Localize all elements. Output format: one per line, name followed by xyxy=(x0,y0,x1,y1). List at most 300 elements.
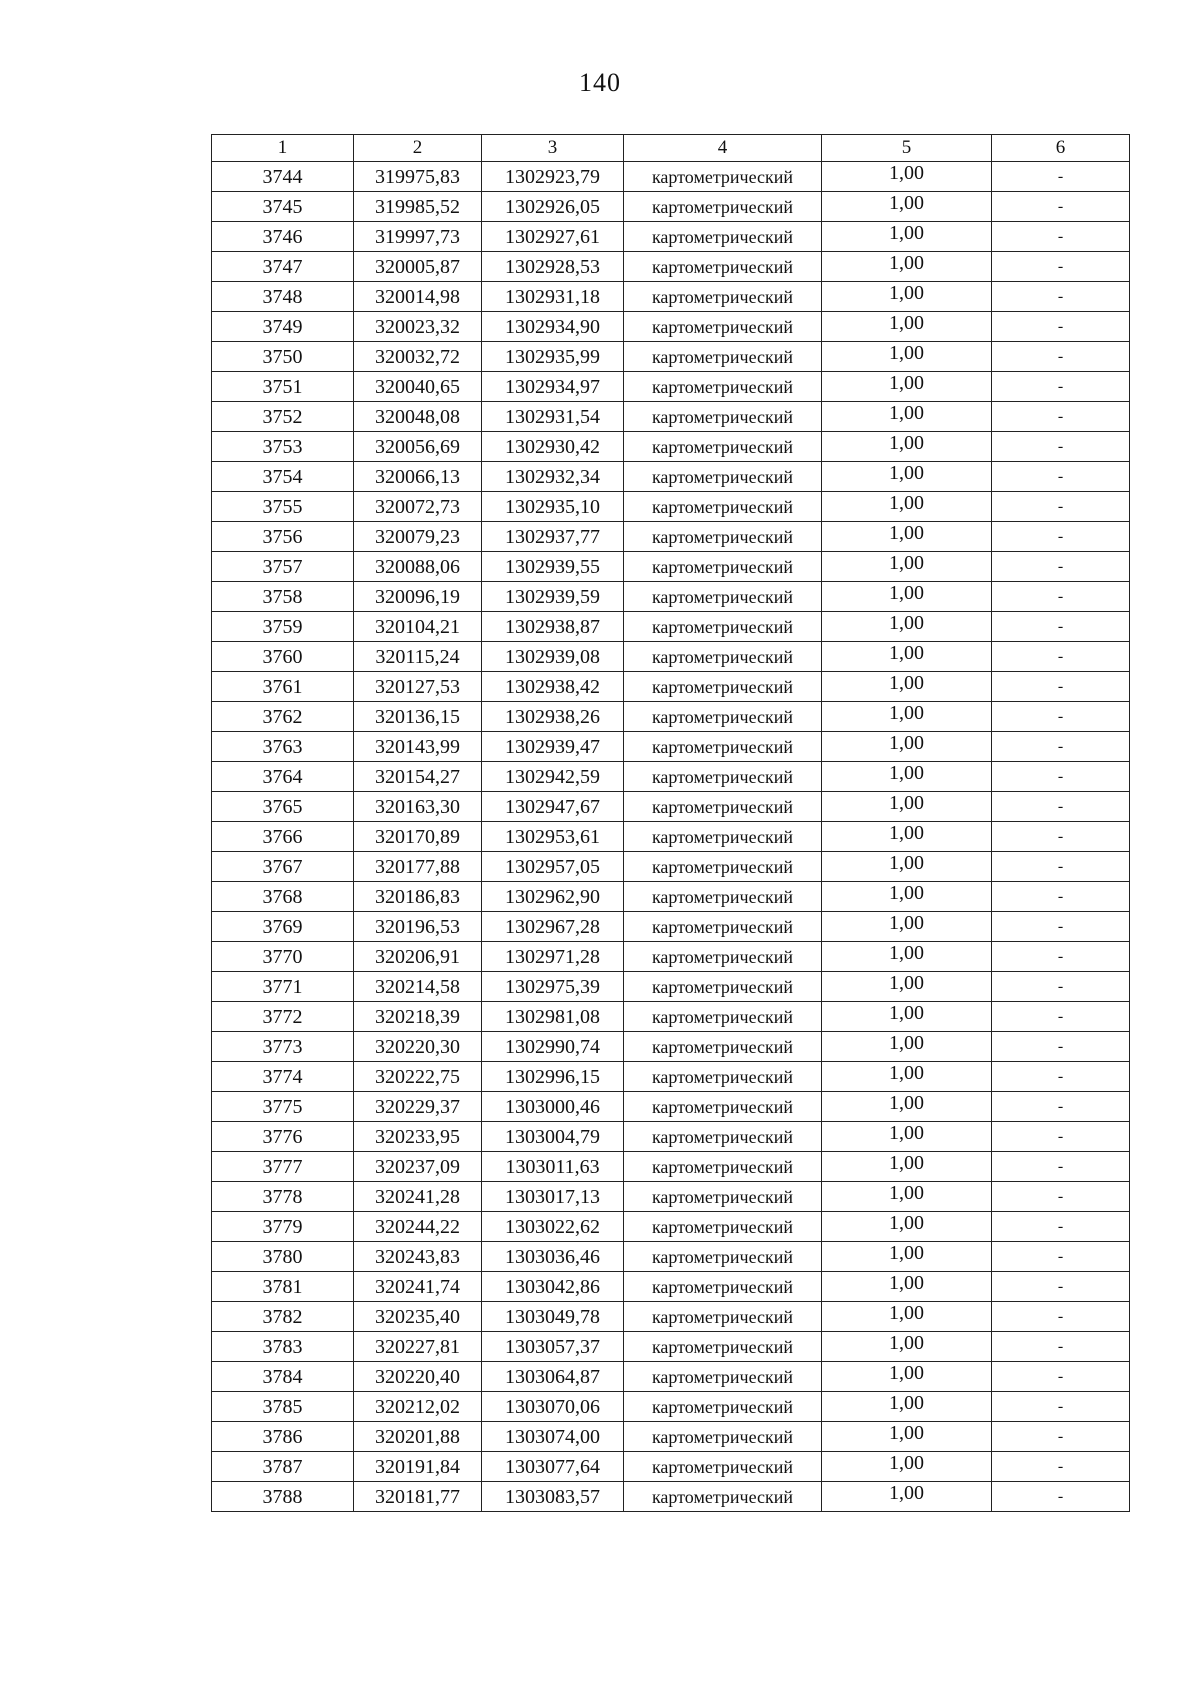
description-cell: - xyxy=(992,822,1130,852)
point-number-cell: 3779 xyxy=(212,1212,354,1242)
accuracy-cell: 1,00 xyxy=(822,702,992,732)
column-header-method: 4 xyxy=(624,135,822,162)
point-number-cell: 3754 xyxy=(212,462,354,492)
point-number-cell: 3744 xyxy=(212,162,354,192)
x-coordinate-cell: 320032,72 xyxy=(354,342,482,372)
accuracy-cell: 1,00 xyxy=(822,1002,992,1032)
method-cell: картометрический xyxy=(624,1242,822,1272)
x-coordinate-cell: 320048,08 xyxy=(354,402,482,432)
table-row xyxy=(212,732,1130,762)
method-cell: картометрический xyxy=(624,282,822,312)
y-coordinate-cell: 1302939,59 xyxy=(482,582,624,612)
accuracy-cell: 1,00 xyxy=(822,1242,992,1272)
point-number-cell: 3774 xyxy=(212,1062,354,1092)
y-coordinate-cell: 1303017,13 xyxy=(482,1182,624,1212)
table-row xyxy=(212,552,1130,582)
point-number-cell: 3748 xyxy=(212,282,354,312)
description-cell: - xyxy=(992,1302,1130,1332)
point-number-cell: 3771 xyxy=(212,972,354,1002)
method-cell: картометрический xyxy=(624,1332,822,1362)
method-cell: картометрический xyxy=(624,732,822,762)
point-number-cell: 3747 xyxy=(212,252,354,282)
table-row xyxy=(212,192,1130,222)
table-row xyxy=(212,432,1130,462)
column-header-point-number: 1 xyxy=(212,135,354,162)
table-row xyxy=(212,702,1130,732)
accuracy-cell: 1,00 xyxy=(822,282,992,312)
point-number-cell: 3752 xyxy=(212,402,354,432)
point-number-cell: 3760 xyxy=(212,642,354,672)
accuracy-cell: 1,00 xyxy=(822,942,992,972)
x-coordinate-cell: 319975,83 xyxy=(354,162,482,192)
accuracy-cell: 1,00 xyxy=(822,582,992,612)
accuracy-cell: 1,00 xyxy=(822,1482,992,1512)
x-coordinate-cell: 320014,98 xyxy=(354,282,482,312)
description-cell: - xyxy=(992,522,1130,552)
method-cell: картометрический xyxy=(624,1362,822,1392)
description-cell: - xyxy=(992,852,1130,882)
accuracy-cell: 1,00 xyxy=(822,1272,992,1302)
y-coordinate-cell: 1303074,00 xyxy=(482,1422,624,1452)
y-coordinate-cell: 1302923,79 xyxy=(482,162,624,192)
description-cell: - xyxy=(992,1362,1130,1392)
description-cell: - xyxy=(992,1212,1130,1242)
y-coordinate-cell: 1303042,86 xyxy=(482,1272,624,1302)
x-coordinate-cell: 319997,73 xyxy=(354,222,482,252)
method-cell: картометрический xyxy=(624,1452,822,1482)
method-cell: картометрический xyxy=(624,702,822,732)
accuracy-cell: 1,00 xyxy=(822,522,992,552)
accuracy-cell: 1,00 xyxy=(822,432,992,462)
table-row xyxy=(212,1212,1130,1242)
point-number-cell: 3770 xyxy=(212,942,354,972)
table-row xyxy=(212,402,1130,432)
x-coordinate-cell: 320023,32 xyxy=(354,312,482,342)
table-row xyxy=(212,342,1130,372)
point-number-cell: 3777 xyxy=(212,1152,354,1182)
method-cell: картометрический xyxy=(624,522,822,552)
y-coordinate-cell: 1302962,90 xyxy=(482,882,624,912)
point-number-cell: 3783 xyxy=(212,1332,354,1362)
table-row xyxy=(212,1122,1130,1152)
table-row xyxy=(212,1062,1130,1092)
y-coordinate-cell: 1302931,54 xyxy=(482,402,624,432)
description-cell: - xyxy=(992,342,1130,372)
method-cell: картометрический xyxy=(624,252,822,282)
table-row xyxy=(212,582,1130,612)
y-coordinate-cell: 1302953,61 xyxy=(482,822,624,852)
x-coordinate-cell: 320170,89 xyxy=(354,822,482,852)
table-row xyxy=(212,972,1130,1002)
description-cell: - xyxy=(992,732,1130,762)
description-cell: - xyxy=(992,1062,1130,1092)
x-coordinate-cell: 320241,74 xyxy=(354,1272,482,1302)
accuracy-cell: 1,00 xyxy=(822,612,992,642)
x-coordinate-cell: 320212,02 xyxy=(354,1392,482,1422)
method-cell: картометрический xyxy=(624,612,822,642)
y-coordinate-cell: 1302932,34 xyxy=(482,462,624,492)
point-number-cell: 3784 xyxy=(212,1362,354,1392)
x-coordinate-cell: 320201,88 xyxy=(354,1422,482,1452)
y-coordinate-cell: 1302971,28 xyxy=(482,942,624,972)
y-coordinate-cell: 1302935,10 xyxy=(482,492,624,522)
point-number-cell: 3780 xyxy=(212,1242,354,1272)
table-row xyxy=(212,852,1130,882)
x-coordinate-cell: 320143,99 xyxy=(354,732,482,762)
description-cell: - xyxy=(992,942,1130,972)
point-number-cell: 3755 xyxy=(212,492,354,522)
description-cell: - xyxy=(992,672,1130,702)
x-coordinate-cell: 319985,52 xyxy=(354,192,482,222)
accuracy-cell: 1,00 xyxy=(822,462,992,492)
method-cell: картометрический xyxy=(624,1392,822,1422)
column-header-x-coordinate: 2 xyxy=(354,135,482,162)
x-coordinate-cell: 320227,81 xyxy=(354,1332,482,1362)
table-row xyxy=(212,1002,1130,1032)
table-row xyxy=(212,1362,1130,1392)
accuracy-cell: 1,00 xyxy=(822,372,992,402)
x-coordinate-cell: 320191,84 xyxy=(354,1452,482,1482)
table-row xyxy=(212,672,1130,702)
accuracy-cell: 1,00 xyxy=(822,342,992,372)
description-cell: - xyxy=(992,1452,1130,1482)
column-header-description: 6 xyxy=(992,135,1130,162)
header-row xyxy=(212,135,1130,162)
description-cell: - xyxy=(992,792,1130,822)
y-coordinate-cell: 1303000,46 xyxy=(482,1092,624,1122)
x-coordinate-cell: 320243,83 xyxy=(354,1242,482,1272)
accuracy-cell: 1,00 xyxy=(822,672,992,702)
description-cell: - xyxy=(992,1092,1130,1122)
point-number-cell: 3757 xyxy=(212,552,354,582)
point-number-cell: 3773 xyxy=(212,1032,354,1062)
y-coordinate-cell: 1302990,74 xyxy=(482,1032,624,1062)
method-cell: картометрический xyxy=(624,1032,822,1062)
description-cell: - xyxy=(992,702,1130,732)
description-cell: - xyxy=(992,1002,1130,1032)
table-row xyxy=(212,1482,1130,1512)
x-coordinate-cell: 320005,87 xyxy=(354,252,482,282)
page-number: 140 xyxy=(579,68,621,97)
description-cell: - xyxy=(992,1332,1130,1362)
x-coordinate-cell: 320040,65 xyxy=(354,372,482,402)
y-coordinate-cell: 1303083,57 xyxy=(482,1482,624,1512)
x-coordinate-cell: 320154,27 xyxy=(354,762,482,792)
x-coordinate-cell: 320066,13 xyxy=(354,462,482,492)
description-cell: - xyxy=(992,222,1130,252)
method-cell: картометрический xyxy=(624,492,822,522)
y-coordinate-cell: 1303022,62 xyxy=(482,1212,624,1242)
method-cell: картометрический xyxy=(624,942,822,972)
accuracy-cell: 1,00 xyxy=(822,1032,992,1062)
table-row xyxy=(212,942,1130,972)
method-cell: картометрический xyxy=(624,222,822,252)
accuracy-cell: 1,00 xyxy=(822,222,992,252)
method-cell: картометрический xyxy=(624,1002,822,1032)
y-coordinate-cell: 1302938,26 xyxy=(482,702,624,732)
method-cell: картометрический xyxy=(624,672,822,702)
y-coordinate-cell: 1302935,99 xyxy=(482,342,624,372)
accuracy-cell: 1,00 xyxy=(822,1392,992,1422)
x-coordinate-cell: 320233,95 xyxy=(354,1122,482,1152)
y-coordinate-cell: 1302996,15 xyxy=(482,1062,624,1092)
method-cell: картометрический xyxy=(624,372,822,402)
table-body xyxy=(212,162,1130,1512)
table-row xyxy=(212,1152,1130,1182)
point-number-cell: 3763 xyxy=(212,732,354,762)
x-coordinate-cell: 320056,69 xyxy=(354,432,482,462)
accuracy-cell: 1,00 xyxy=(822,1452,992,1482)
description-cell: - xyxy=(992,612,1130,642)
x-coordinate-cell: 320088,06 xyxy=(354,552,482,582)
description-cell: - xyxy=(992,882,1130,912)
accuracy-cell: 1,00 xyxy=(822,312,992,342)
accuracy-cell: 1,00 xyxy=(822,1362,992,1392)
accuracy-cell: 1,00 xyxy=(822,402,992,432)
y-coordinate-cell: 1302975,39 xyxy=(482,972,624,1002)
y-coordinate-cell: 1303077,64 xyxy=(482,1452,624,1482)
method-cell: картометрический xyxy=(624,192,822,222)
table-row xyxy=(212,912,1130,942)
x-coordinate-cell: 320218,39 xyxy=(354,1002,482,1032)
accuracy-cell: 1,00 xyxy=(822,822,992,852)
y-coordinate-cell: 1303057,37 xyxy=(482,1332,624,1362)
description-cell: - xyxy=(992,1242,1130,1272)
point-number-cell: 3762 xyxy=(212,702,354,732)
table-row xyxy=(212,1332,1130,1362)
method-cell: картометрический xyxy=(624,882,822,912)
accuracy-cell: 1,00 xyxy=(822,552,992,582)
description-cell: - xyxy=(992,402,1130,432)
point-number-cell: 3753 xyxy=(212,432,354,462)
description-cell: - xyxy=(992,1422,1130,1452)
x-coordinate-cell: 320220,40 xyxy=(354,1362,482,1392)
point-number-cell: 3787 xyxy=(212,1452,354,1482)
table-row xyxy=(212,162,1130,192)
y-coordinate-cell: 1302927,61 xyxy=(482,222,624,252)
accuracy-cell: 1,00 xyxy=(822,252,992,282)
x-coordinate-cell: 320235,40 xyxy=(354,1302,482,1332)
method-cell: картометрический xyxy=(624,1062,822,1092)
y-coordinate-cell: 1303036,46 xyxy=(482,1242,624,1272)
x-coordinate-cell: 320072,73 xyxy=(354,492,482,522)
table-row xyxy=(212,1092,1130,1122)
point-number-cell: 3746 xyxy=(212,222,354,252)
method-cell: картометрический xyxy=(624,912,822,942)
table-row xyxy=(212,612,1130,642)
table-row xyxy=(212,792,1130,822)
point-number-cell: 3758 xyxy=(212,582,354,612)
y-coordinate-cell: 1302939,55 xyxy=(482,552,624,582)
x-coordinate-cell: 320163,30 xyxy=(354,792,482,822)
description-cell: - xyxy=(992,762,1130,792)
accuracy-cell: 1,00 xyxy=(822,762,992,792)
method-cell: картометрический xyxy=(624,462,822,492)
description-cell: - xyxy=(992,192,1130,222)
x-coordinate-cell: 320104,21 xyxy=(354,612,482,642)
y-coordinate-cell: 1302934,97 xyxy=(482,372,624,402)
method-cell: картометрический xyxy=(624,582,822,612)
description-cell: - xyxy=(992,1182,1130,1212)
x-coordinate-cell: 320186,83 xyxy=(354,882,482,912)
y-coordinate-cell: 1302938,87 xyxy=(482,612,624,642)
x-coordinate-cell: 320127,53 xyxy=(354,672,482,702)
point-number-cell: 3786 xyxy=(212,1422,354,1452)
method-cell: картометрический xyxy=(624,792,822,822)
point-number-cell: 3767 xyxy=(212,852,354,882)
point-number-cell: 3785 xyxy=(212,1392,354,1422)
table-row xyxy=(212,1182,1130,1212)
accuracy-cell: 1,00 xyxy=(822,192,992,222)
table-row xyxy=(212,462,1130,492)
table-row xyxy=(212,522,1130,552)
description-cell: - xyxy=(992,1482,1130,1512)
accuracy-cell: 1,00 xyxy=(822,792,992,822)
description-cell: - xyxy=(992,312,1130,342)
method-cell: картометрический xyxy=(624,1212,822,1242)
x-coordinate-cell: 320237,09 xyxy=(354,1152,482,1182)
table-row xyxy=(212,222,1130,252)
table-row xyxy=(212,882,1130,912)
point-number-cell: 3782 xyxy=(212,1302,354,1332)
point-number-cell: 3745 xyxy=(212,192,354,222)
method-cell: картометрический xyxy=(624,1182,822,1212)
point-number-cell: 3768 xyxy=(212,882,354,912)
point-number-cell: 3759 xyxy=(212,612,354,642)
accuracy-cell: 1,00 xyxy=(822,1302,992,1332)
description-cell: - xyxy=(992,972,1130,1002)
point-number-cell: 3764 xyxy=(212,762,354,792)
method-cell: картометрический xyxy=(624,642,822,672)
point-number-cell: 3769 xyxy=(212,912,354,942)
table-row xyxy=(212,282,1130,312)
accuracy-cell: 1,00 xyxy=(822,882,992,912)
method-cell: картометрический xyxy=(624,1122,822,1152)
table-row xyxy=(212,492,1130,522)
description-cell: - xyxy=(992,462,1130,492)
point-number-cell: 3751 xyxy=(212,372,354,402)
point-number-cell: 3788 xyxy=(212,1482,354,1512)
table-row xyxy=(212,822,1130,852)
table-row xyxy=(212,1272,1130,1302)
method-cell: картометрический xyxy=(624,1272,822,1302)
method-cell: картометрический xyxy=(624,972,822,1002)
y-coordinate-cell: 1302957,05 xyxy=(482,852,624,882)
table-row xyxy=(212,1452,1130,1482)
point-number-cell: 3776 xyxy=(212,1122,354,1152)
method-cell: картометрический xyxy=(624,552,822,582)
x-coordinate-cell: 320196,53 xyxy=(354,912,482,942)
description-cell: - xyxy=(992,282,1130,312)
table-row xyxy=(212,312,1130,342)
description-cell: - xyxy=(992,1122,1130,1152)
description-cell: - xyxy=(992,1272,1130,1302)
x-coordinate-cell: 320079,23 xyxy=(354,522,482,552)
point-number-cell: 3766 xyxy=(212,822,354,852)
method-cell: картометрический xyxy=(624,1302,822,1332)
method-cell: картометрический xyxy=(624,1152,822,1182)
y-coordinate-cell: 1302942,59 xyxy=(482,762,624,792)
y-coordinate-cell: 1303064,87 xyxy=(482,1362,624,1392)
point-number-cell: 3761 xyxy=(212,672,354,702)
point-number-cell: 3750 xyxy=(212,342,354,372)
y-coordinate-cell: 1303049,78 xyxy=(482,1302,624,1332)
accuracy-cell: 1,00 xyxy=(822,1422,992,1452)
accuracy-cell: 1,00 xyxy=(822,1182,992,1212)
point-number-cell: 3778 xyxy=(212,1182,354,1212)
accuracy-cell: 1,00 xyxy=(822,642,992,672)
accuracy-cell: 1,00 xyxy=(822,1212,992,1242)
accuracy-cell: 1,00 xyxy=(822,1062,992,1092)
accuracy-cell: 1,00 xyxy=(822,732,992,762)
accuracy-cell: 1,00 xyxy=(822,912,992,942)
point-number-cell: 3772 xyxy=(212,1002,354,1032)
table-row xyxy=(212,762,1130,792)
method-cell: картометрический xyxy=(624,1422,822,1452)
description-cell: - xyxy=(992,1152,1130,1182)
accuracy-cell: 1,00 xyxy=(822,1092,992,1122)
y-coordinate-cell: 1302928,53 xyxy=(482,252,624,282)
y-coordinate-cell: 1302938,42 xyxy=(482,672,624,702)
y-coordinate-cell: 1302981,08 xyxy=(482,1002,624,1032)
method-cell: картометрический xyxy=(624,162,822,192)
description-cell: - xyxy=(992,912,1130,942)
y-coordinate-cell: 1303004,79 xyxy=(482,1122,624,1152)
description-cell: - xyxy=(992,162,1130,192)
table-row xyxy=(212,372,1130,402)
x-coordinate-cell: 320115,24 xyxy=(354,642,482,672)
y-coordinate-cell: 1302930,42 xyxy=(482,432,624,462)
table-row xyxy=(212,1302,1130,1332)
x-coordinate-cell: 320181,77 xyxy=(354,1482,482,1512)
method-cell: картометрический xyxy=(624,1482,822,1512)
description-cell: - xyxy=(992,1392,1130,1422)
x-coordinate-cell: 320229,37 xyxy=(354,1092,482,1122)
point-number-cell: 3775 xyxy=(212,1092,354,1122)
accuracy-cell: 1,00 xyxy=(822,1332,992,1362)
method-cell: картометрический xyxy=(624,312,822,342)
method-cell: картометрический xyxy=(624,762,822,792)
description-cell: - xyxy=(992,1032,1130,1062)
method-cell: картометрический xyxy=(624,822,822,852)
coordinates-table xyxy=(211,134,1130,1512)
accuracy-cell: 1,00 xyxy=(822,492,992,522)
y-coordinate-cell: 1302967,28 xyxy=(482,912,624,942)
point-number-cell: 3781 xyxy=(212,1272,354,1302)
method-cell: картометрический xyxy=(624,1092,822,1122)
table-row xyxy=(212,1392,1130,1422)
x-coordinate-cell: 320206,91 xyxy=(354,942,482,972)
x-coordinate-cell: 320136,15 xyxy=(354,702,482,732)
y-coordinate-cell: 1302939,47 xyxy=(482,732,624,762)
accuracy-cell: 1,00 xyxy=(822,1122,992,1152)
point-number-cell: 3756 xyxy=(212,522,354,552)
table-row xyxy=(212,1242,1130,1272)
accuracy-cell: 1,00 xyxy=(822,1152,992,1182)
point-number-cell: 3765 xyxy=(212,792,354,822)
y-coordinate-cell: 1302931,18 xyxy=(482,282,624,312)
y-coordinate-cell: 1303070,06 xyxy=(482,1392,624,1422)
table-row xyxy=(212,1422,1130,1452)
x-coordinate-cell: 320177,88 xyxy=(354,852,482,882)
table-row xyxy=(212,642,1130,672)
y-coordinate-cell: 1303011,63 xyxy=(482,1152,624,1182)
column-header-y-coordinate: 3 xyxy=(482,135,624,162)
y-coordinate-cell: 1302947,67 xyxy=(482,792,624,822)
method-cell: картометрический xyxy=(624,432,822,462)
y-coordinate-cell: 1302939,08 xyxy=(482,642,624,672)
description-cell: - xyxy=(992,252,1130,282)
